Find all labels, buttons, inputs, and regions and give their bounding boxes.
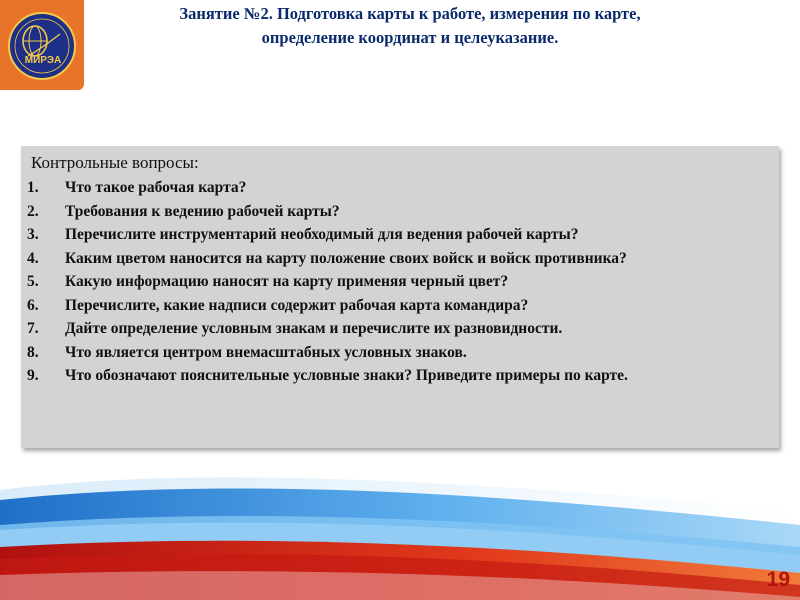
mirea-logo-icon bbox=[8, 12, 76, 80]
question-number: 1. bbox=[27, 179, 39, 196]
question-item bbox=[27, 317, 767, 341]
question-text: Что обозначают пояснительные условные знаки? Приведите примеры по карте. bbox=[65, 367, 628, 384]
question-number: 5. bbox=[27, 273, 39, 290]
decorative-waves bbox=[0, 455, 800, 600]
question-text: Что является центром внемасштабных условных знаков. bbox=[65, 343, 467, 361]
page-number: 19 bbox=[766, 568, 790, 591]
slide-title-line-1: Занятие №2. Подготовка карты к работе, измерения по карте, bbox=[179, 4, 641, 23]
question-number: 6. bbox=[27, 296, 39, 314]
question-text: Какую информацию наносят на карту применяя черный цвет? bbox=[65, 273, 509, 290]
question-number: 3. bbox=[27, 226, 39, 243]
question-text: Дайте определение условным знакам и перечислите их разновидности. bbox=[65, 320, 563, 337]
question-number: 8. bbox=[27, 343, 39, 361]
question-number: 9. bbox=[27, 367, 39, 384]
slide-title-line-2: определение координат и целеуказание. bbox=[261, 28, 559, 47]
question-text: Что такое рабочая карта? bbox=[65, 179, 247, 196]
question-item bbox=[27, 270, 767, 294]
question-text: Перечислите инструментарий необходимый для ведения рабочей карты? bbox=[65, 226, 579, 243]
question-text: Требования к ведению рабочей карты? bbox=[65, 202, 340, 220]
question-number: 4. bbox=[27, 249, 39, 267]
header-orange-block bbox=[0, 0, 84, 90]
question-item bbox=[27, 341, 767, 365]
question-item bbox=[27, 294, 767, 318]
question-item bbox=[27, 223, 767, 247]
question-text: Каким цветом наносится на карту положение своих войск и войск противника? bbox=[65, 249, 627, 267]
logo-text: МИРЭА bbox=[24, 55, 62, 66]
question-item bbox=[27, 176, 767, 200]
slide-title bbox=[100, 2, 720, 50]
question-item bbox=[27, 364, 767, 388]
question-text: Перечислите, какие надписи содержит рабочая карта командира? bbox=[65, 296, 529, 314]
questions-heading: Контрольные вопросы: bbox=[31, 153, 199, 172]
questions-list bbox=[27, 176, 767, 388]
question-number: 7. bbox=[27, 320, 39, 337]
control-questions-panel bbox=[21, 146, 779, 448]
question-number: 2. bbox=[27, 202, 39, 220]
question-item bbox=[27, 247, 767, 271]
question-item bbox=[27, 200, 767, 224]
